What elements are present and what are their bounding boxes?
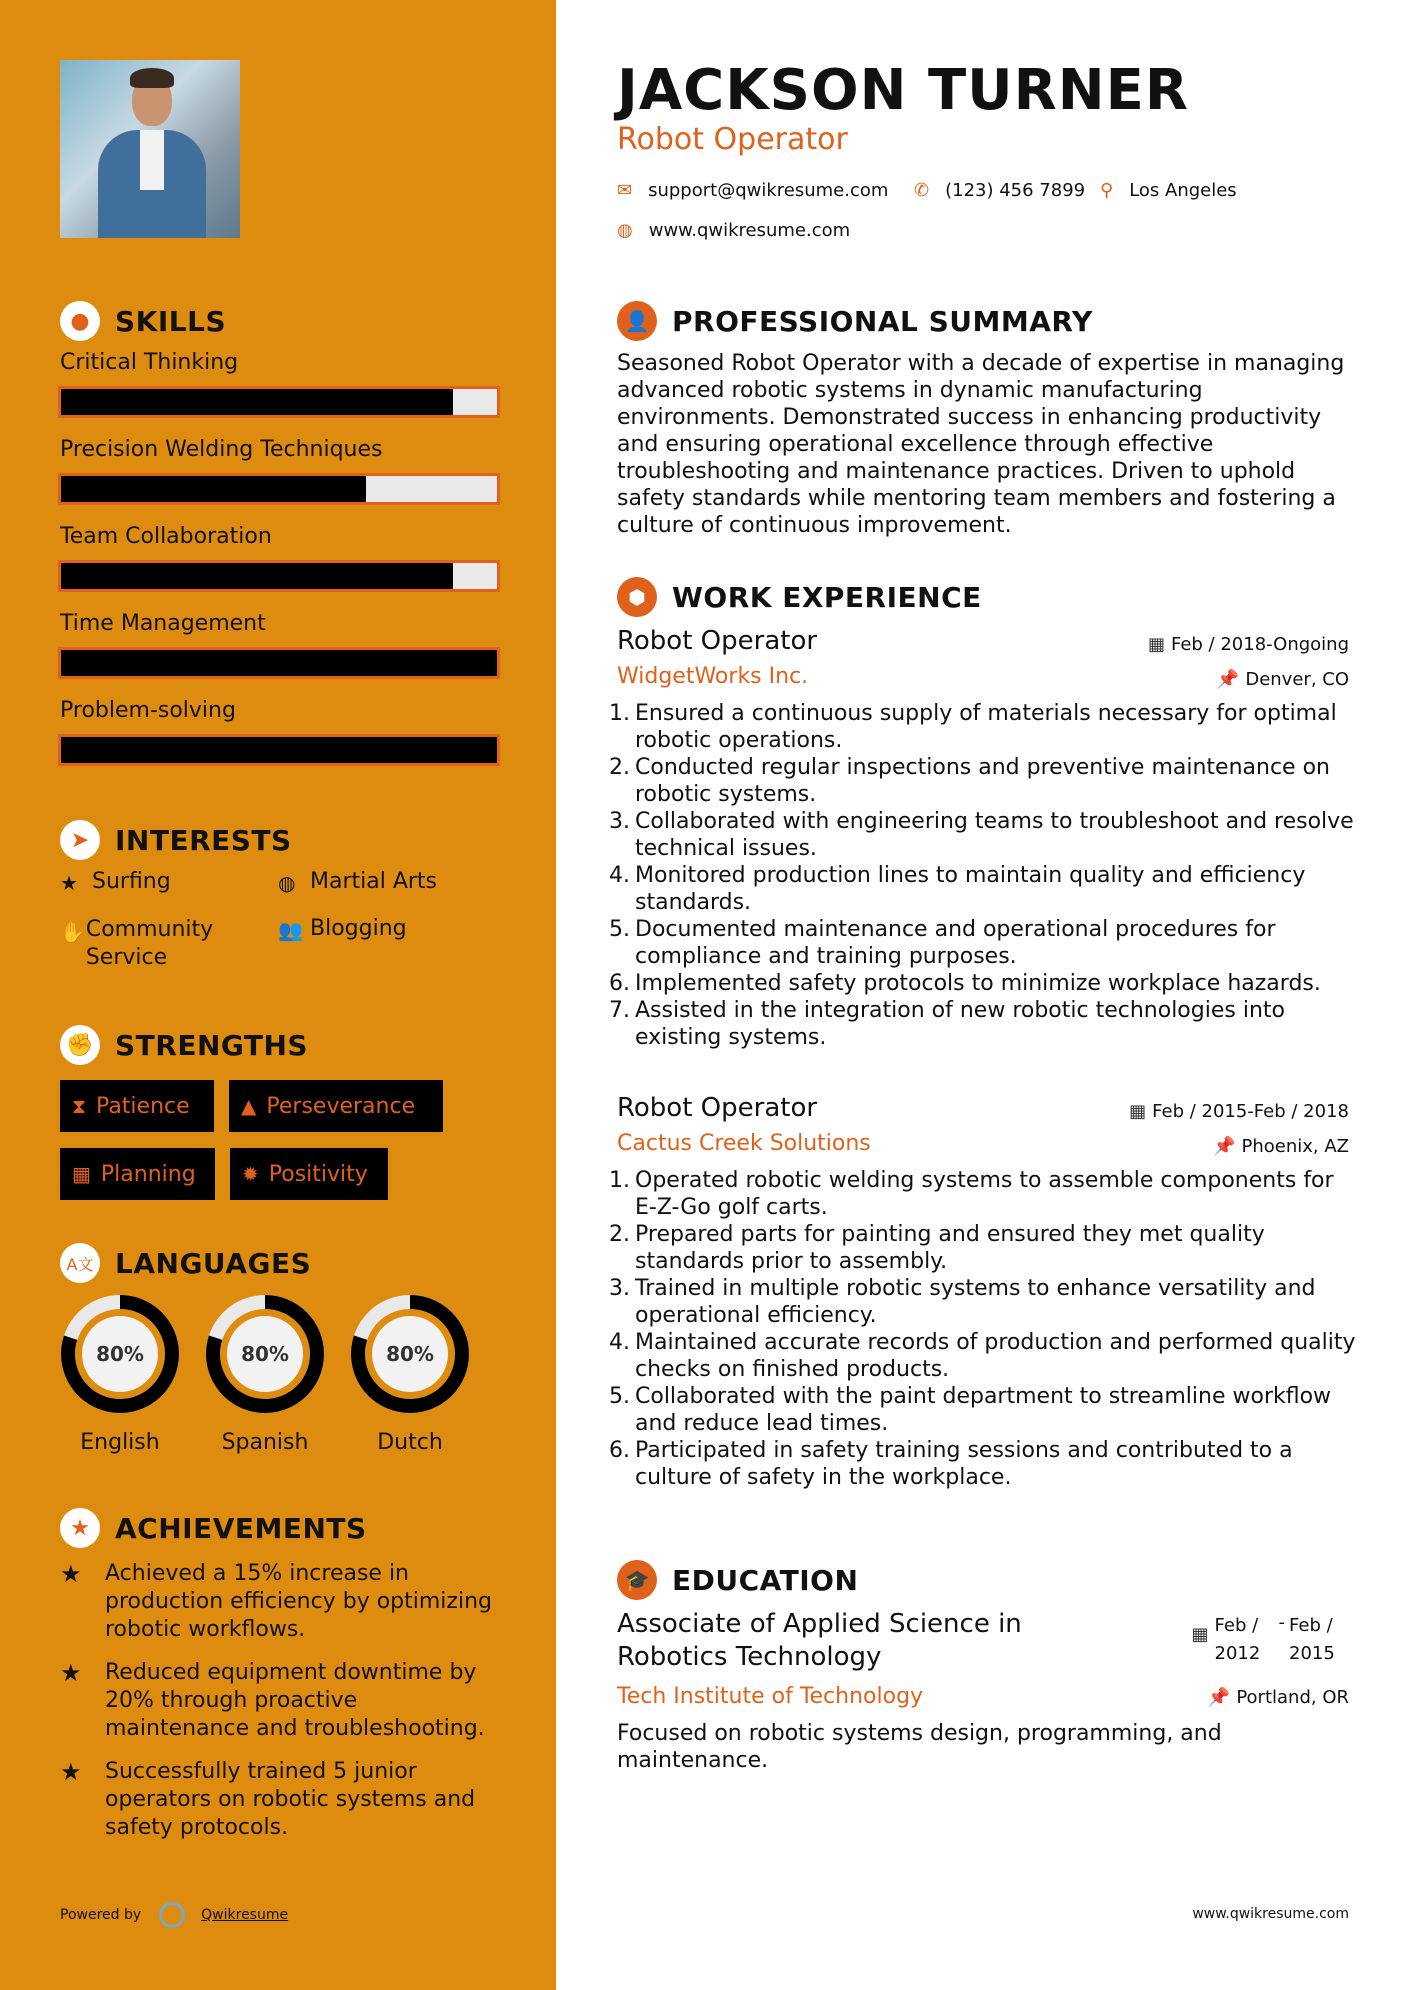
achievements-heading: ★ ACHIEVEMENTS [60,1508,367,1548]
job-duties [609,700,1357,1051]
summary-heading: 👤 PROFESSIONAL SUMMARY [617,301,1093,341]
chair-icon: ⬢ [617,577,657,617]
skill-name: Precision Welding Techniques [60,437,383,462]
strength-badge: ⧗ Patience [60,1080,214,1132]
job-dates: ▦ Feb / 2015-Feb / 2018 [1129,1101,1349,1122]
language-name: English [80,1430,160,1455]
interest-item: 👥 Blogging [278,916,407,942]
skill-level-fill [61,476,366,502]
contact-email[interactable]: ✉ support@qwikresume.com [617,180,889,201]
medal-icon: ★ [60,1508,100,1548]
lightbulb-icon: ● [60,301,100,341]
calendar-icon: ▦ [1129,1101,1147,1122]
profile-photo [60,60,240,238]
qwikresume-link[interactable]: Qwikresume [201,1907,289,1923]
strength-badge: ▦ Planning [60,1148,215,1200]
contact-location: ⚲ Los Angeles [1100,180,1237,201]
paper-plane-icon: ➤ [60,820,100,860]
phone-icon: ✆ [914,180,930,201]
skill-level-bar [58,473,500,505]
strength-badge: ✹ Positivity [230,1148,388,1200]
language-ring [59,1293,181,1415]
sidebar [0,0,556,1990]
education-description: Focused on robotic systems design, programming, and maintenance. [617,1721,1222,1773]
achievement-item: ★ Achieved a 15% increase in production efficiency by optimizing robotic workflows. [60,1560,492,1642]
interest-item: ✋ Community Service [60,917,214,970]
language-ring [204,1293,326,1415]
duty-item: 3. Collaborated with engineering teams to troubleshoot and resolve technical issues. [609,809,1354,861]
job-location: 📌 Phoenix, AZ [1213,1136,1349,1157]
sun-icon: ✹ [242,1162,259,1186]
job-duties [609,1167,1357,1491]
skill-name: Critical Thinking [60,350,239,375]
achievement-item: ★ Reduced equipment downtime by 20% through proactive maintenance and troubleshooting. [60,1659,485,1741]
pin-icon: 📌 [1207,1687,1231,1708]
pin-icon: 📌 [1213,1136,1236,1157]
globe-icon: ◍ [278,871,296,895]
footer-url[interactable]: www.qwikresume.com [1192,1906,1349,1922]
star-icon: ★ [60,1560,82,1588]
candidate-name: JACKSON TURNER [617,58,1190,123]
job-dates: ▦ Feb / 2018-Ongoing [1147,634,1349,655]
globe-icon: ◍ [617,220,633,241]
education-dates: ▦ Feb / 2012 - Feb / 2015 [1191,1612,1335,1664]
skill-name: Time Management [60,611,266,636]
language-ring [349,1293,471,1415]
skill-level-fill [61,563,453,589]
skill-level-fill [61,389,453,415]
skill-level-fill [61,650,497,676]
skills-heading: ● SKILLS [60,301,226,341]
duty-item: 4. Maintained accurate records of production and performed quality checks on finished products. [609,1330,1356,1382]
achievement-item: ★ Successfully trained 5 junior operators on robotic systems and safety protocols. [60,1758,476,1840]
duty-item: 5. Documented maintenance and operational procedures for compliance and training purposes. [609,917,1276,969]
contact-phone[interactable]: ✆ (123) 456 7899 [914,180,1086,201]
duty-item: 2. Prepared parts for painting and ensured they met quality standards prior to assembly. [609,1222,1265,1274]
road-icon: ▲ [241,1094,257,1118]
company-name: WidgetWorks Inc. [617,664,809,689]
duty-item: 1. Ensured a continuous supply of materials necessary for optimal robotic operations. [609,701,1337,753]
company-name: Cactus Creek Solutions [617,1131,871,1156]
graduation-cap-icon: 🎓 [617,1560,657,1600]
interests-heading: ➤ INTERESTS [60,820,292,860]
education-location: 📌 Portland, OR [1207,1687,1349,1708]
calendar-icon: ▦ [1147,634,1165,655]
degree-title: Associate of Applied Science in Robotics Technology [617,1609,1022,1672]
duty-item: 6. Implemented safety protocols to minimize workplace hazards. [609,971,1321,996]
skill-name: Team Collaboration [60,524,272,549]
qwikresume-logo-icon [159,1902,185,1928]
duty-item: 5. Collaborated with the paint department to streamline workflow and reduce lead times. [609,1384,1332,1436]
skill-level-bar [58,734,500,766]
contact-website[interactable]: ◍ www.qwikresume.com [617,220,851,241]
interest-item: ★ Surfing [60,869,171,895]
duty-item: 3. Trained in multiple robotic systems to enhance versatility and operational efficiency. [609,1276,1316,1328]
job-title: Robot Operator [617,1093,818,1123]
powered-by: Powered by Qwikresume [60,1902,288,1928]
user-icon: 👤 [617,301,657,341]
candidate-role: Robot Operator [617,122,848,157]
skill-level-fill [61,737,497,763]
fist-icon: ✊ [60,1025,100,1065]
skill-name: Problem-solving [60,698,236,723]
language-name: Dutch [377,1430,443,1455]
calendar-icon: ▦ [72,1162,91,1186]
language-percent: 80% [386,1342,434,1366]
calendar-icon: ▦ [1191,1624,1209,1645]
star-icon: ★ [60,1659,82,1687]
skill-level-bar [58,560,500,592]
hand-icon: ✋ [60,920,85,944]
duty-item: 1. Operated robotic welding systems to assemble components for E-Z-Go golf carts. [609,1168,1334,1220]
job-location: 📌 Denver, CO [1216,669,1349,690]
duty-item: 4. Monitored production lines to maintain quality and efficiency standards. [609,863,1306,915]
education-heading: 🎓 EDUCATION [617,1560,858,1600]
strength-badge: ▲ Perseverance [229,1080,443,1132]
language-name: Spanish [221,1430,309,1455]
school-name: Tech Institute of Technology [617,1684,924,1709]
star-icon: ★ [60,871,78,895]
skill-level-bar [58,386,500,418]
users-icon: 👥 [278,918,303,942]
pin-icon: 📌 [1216,669,1240,690]
skill-level-bar [58,647,500,679]
duty-item: 6. Participated in safety training sessions and contributed to a culture of safety in the workplace. [609,1438,1293,1490]
duty-item: 7. Assisted in the integration of new robotic technologies into existing systems. [609,998,1285,1050]
strengths-heading: ✊ STRENGTHS [60,1025,308,1065]
duty-item: 2. Conducted regular inspections and preventive maintenance on robotic systems. [609,755,1330,807]
language-icon: A文 [60,1243,100,1283]
languages-heading: A文 LANGUAGES [60,1243,311,1283]
map-pin-icon: ⚲ [1100,180,1114,201]
interest-item: ◍ Martial Arts [278,869,438,895]
star-icon: ★ [60,1758,82,1786]
language-percent: 80% [241,1342,289,1366]
hourglass-icon: ⧗ [72,1094,87,1118]
language-percent: 80% [96,1342,144,1366]
summary-text: Seasoned Robot Operator with a decade of expertise in managing advanced robotic systems in dynamic manufacturing environments. Demonstrated success in enhancing productivity and ensuring operational excellence through effective troubleshooting and maintenance practices. Driven to uphold safety standards while mentoring team members and fostering a culture of continuous improvement. [617,351,1345,538]
job-title: Robot Operator [617,626,818,656]
experience-heading: ⬢ WORK EXPERIENCE [617,577,982,617]
envelope-icon: ✉ [617,180,633,201]
